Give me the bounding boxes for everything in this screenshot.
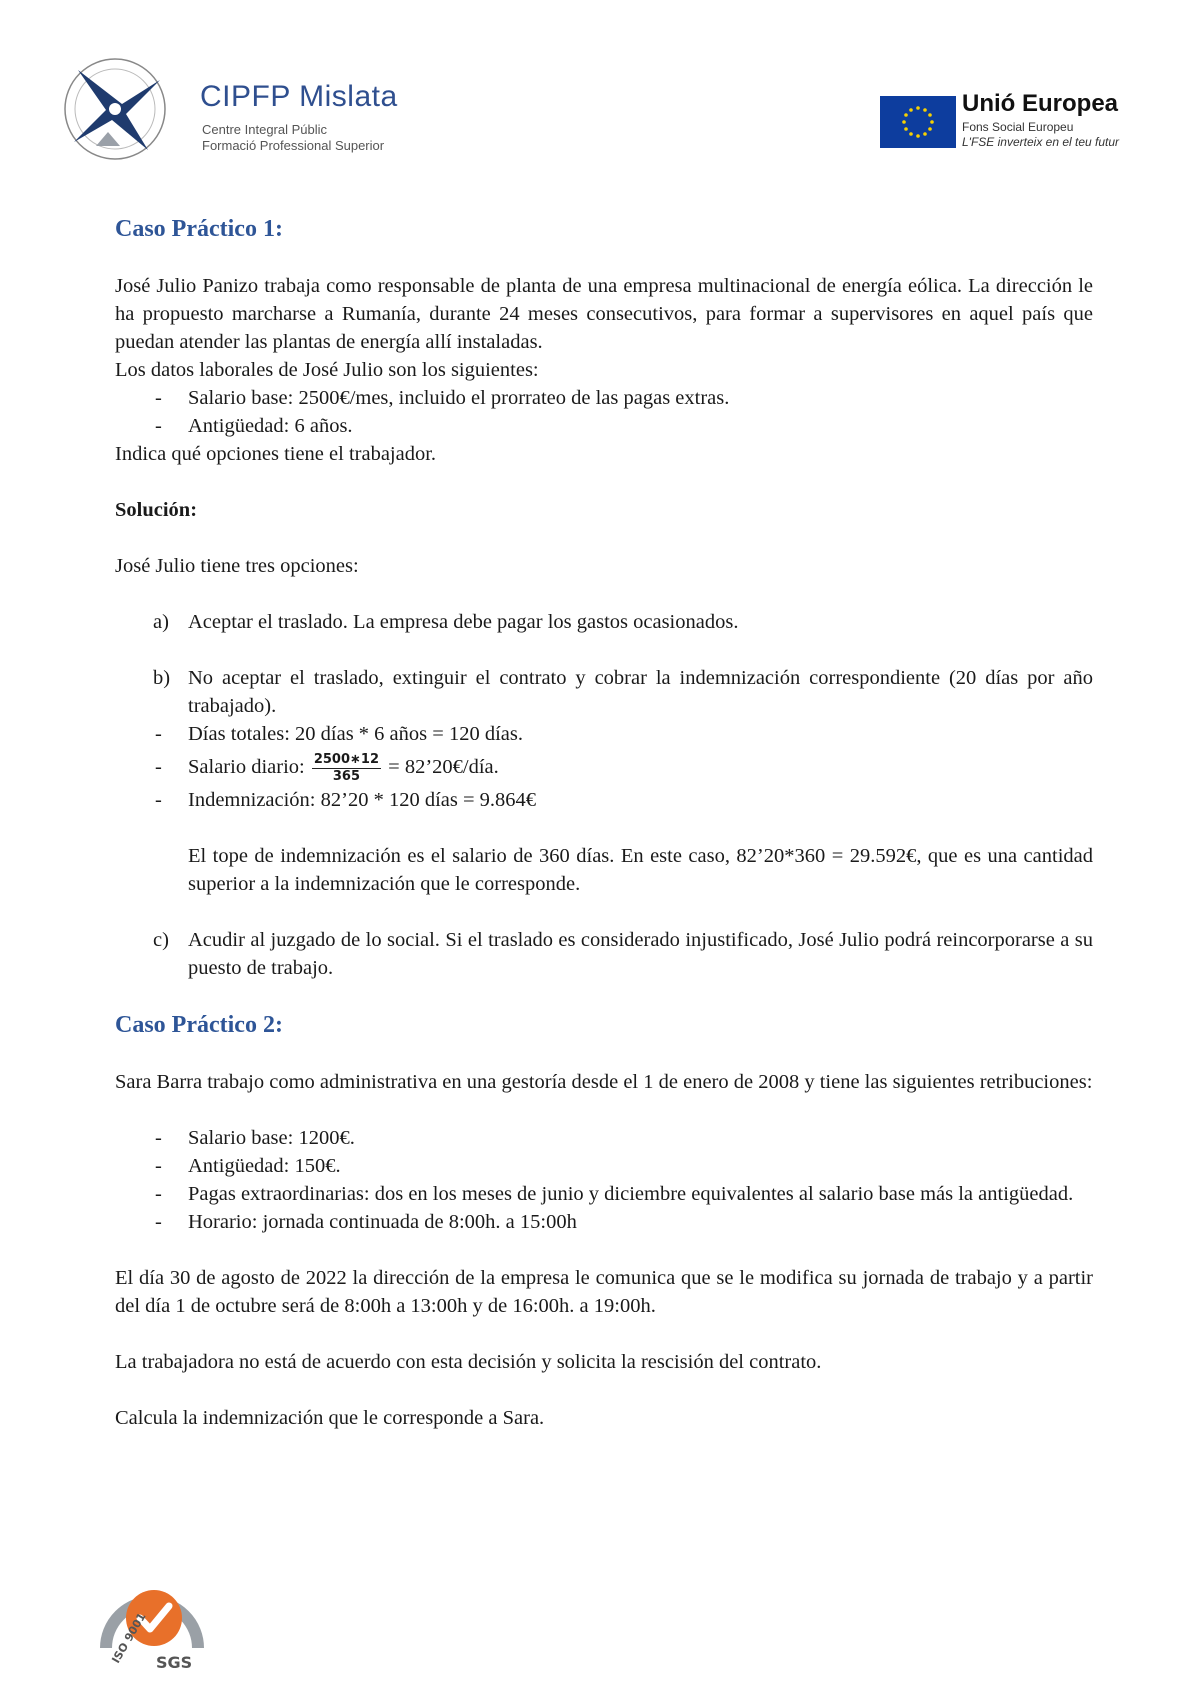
list-item-text: Horario: jornada continuada de 8:00h. a 15:00h bbox=[188, 1211, 577, 1233]
bullet-marker: - bbox=[155, 756, 162, 778]
option-marker: c) bbox=[153, 929, 169, 951]
option-b bbox=[115, 664, 1093, 720]
bullet-marker: - bbox=[155, 387, 162, 409]
bullet-marker: - bbox=[155, 1127, 162, 1149]
cipfp-subtitle bbox=[202, 122, 384, 154]
option-marker: a) bbox=[153, 611, 169, 633]
list-item-text: Pagas extraordinarias: dos en los meses de junio y diciembre equivalentes al salario base más la antigüedad. bbox=[188, 1183, 1074, 1205]
tope-paragraph: El tope de indemnización es el salario de 360 días. En este caso, 82’20*360 = 29.592€, que es una cantidad superior a la indemnización que le corresponde. bbox=[188, 845, 1093, 895]
eu-subtitle bbox=[962, 120, 1119, 150]
list-item bbox=[115, 384, 1093, 412]
list-item bbox=[115, 1124, 1093, 1152]
bullet-marker: - bbox=[155, 789, 162, 811]
daily-salary-fraction bbox=[312, 752, 381, 785]
bullet-marker: - bbox=[155, 723, 162, 745]
option-text: Aceptar el traslado. La empresa debe pagar los gastos ocasionados. bbox=[188, 611, 739, 633]
list-item bbox=[115, 1152, 1093, 1180]
document-body bbox=[115, 200, 1093, 1432]
eu-subtitle-line-2: L'FSE inverteix en el teu futur bbox=[962, 135, 1120, 149]
bullet-marker: - bbox=[155, 1155, 162, 1177]
iso-certification-logo bbox=[96, 1556, 208, 1674]
list-item-text: Antigüedad: 150€. bbox=[188, 1155, 341, 1177]
fraction-numerator: 2500∗12 bbox=[313, 751, 380, 767]
caso-2-paragraph-2: La trabajadora no está de acuerdo con esta decisión y solicita la rescisión del contrato. bbox=[115, 1351, 822, 1373]
caso-2-intro: Sara Barra trabajo como administrativa en una gestoría desde el 1 de enero de 2008 y tiene las siguientes retribuciones: bbox=[115, 1071, 1093, 1093]
cipfp-title: CIPFP Mislata bbox=[200, 80, 398, 113]
list-item bbox=[115, 720, 1093, 748]
caso-1-intro: José Julio Panizo trabaja como responsable de planta de una empresa multinacional de energía eólica. La dirección le ha propuesto marcharse a Rumanía, durante 24 meses consecutivos, para formar a supervisores en aquel país que puedan atender las plantas de energía allí instaladas. bbox=[115, 275, 1093, 353]
bullet-marker: - bbox=[155, 415, 162, 437]
option-marker: b) bbox=[153, 667, 171, 689]
caso-1-heading: Caso Práctico 1: bbox=[115, 216, 283, 242]
eu-title: Unió Europea bbox=[962, 90, 1119, 117]
caso-2-paragraph-3: Calcula la indemnización que le corresponde a Sara. bbox=[115, 1407, 545, 1429]
list-item bbox=[115, 1208, 1093, 1236]
caso-2-paragraph-1: El día 30 de agosto de 2022 la dirección de la empresa le comunica que se le modifica su jornada de trabajo y a partir del día 1 de octubre será de 8:00h a 13:00h y de 16:00h. a 19:00h. bbox=[115, 1267, 1093, 1317]
list-item-text: Salario base: 1200€. bbox=[188, 1127, 355, 1149]
cipfp-logo bbox=[56, 50, 174, 168]
caso-1-pregunta: Indica qué opciones tiene el trabajador. bbox=[115, 443, 437, 465]
eu-subtitle-line-1: Fons Social Europeu bbox=[962, 120, 1074, 134]
caso-2-heading: Caso Práctico 2: bbox=[115, 1012, 283, 1038]
cipfp-subtitle-line-2: Formació Professional Superior bbox=[202, 138, 385, 153]
bullet-marker: - bbox=[155, 1183, 162, 1205]
caso-1-datos: Los datos laborales de José Julio son los siguientes: bbox=[115, 359, 539, 381]
cipfp-subtitle-line-1: Centre Integral Públic bbox=[202, 122, 328, 137]
list-item-text: Antigüedad: 6 años. bbox=[188, 415, 353, 437]
option-text: Acudir al juzgado de lo social. Si el traslado es considerado injustificado, José Julio podrá reincorporarse a su puesto de trabajo. bbox=[188, 929, 1093, 979]
bullet-marker: - bbox=[155, 1211, 162, 1233]
sgs-text: SGS bbox=[156, 1653, 193, 1672]
list-item bbox=[115, 748, 1093, 786]
eu-flag-icon bbox=[880, 96, 956, 148]
option-c bbox=[115, 926, 1093, 982]
list-item bbox=[115, 786, 1093, 814]
calc-indemnization: Indemnización: 82’20 * 120 días = 9.864€ bbox=[188, 789, 537, 811]
option-text: No aceptar el traslado, extinguir el contrato y cobrar la indemnización correspondiente (20 días por año trabajado). bbox=[188, 667, 1093, 717]
list-item bbox=[115, 412, 1093, 440]
solucion-label: Solución: bbox=[115, 499, 198, 521]
fraction-denominator: 365 bbox=[332, 768, 360, 784]
calc-total-days: Días totales: 20 días * 6 años = 120 días. bbox=[188, 723, 523, 745]
calc-daily-result: = 82’20€/día. bbox=[388, 756, 499, 778]
opciones-intro: José Julio tiene tres opciones: bbox=[115, 555, 359, 577]
list-item bbox=[115, 1180, 1093, 1208]
iso-text: ISO 9001 bbox=[109, 1610, 149, 1666]
calc-daily-label: Salario diario: bbox=[188, 756, 305, 778]
list-item-text: Salario base: 2500€/mes, incluido el prorrateo de las pagas extras. bbox=[188, 387, 730, 409]
option-a bbox=[115, 608, 1093, 636]
